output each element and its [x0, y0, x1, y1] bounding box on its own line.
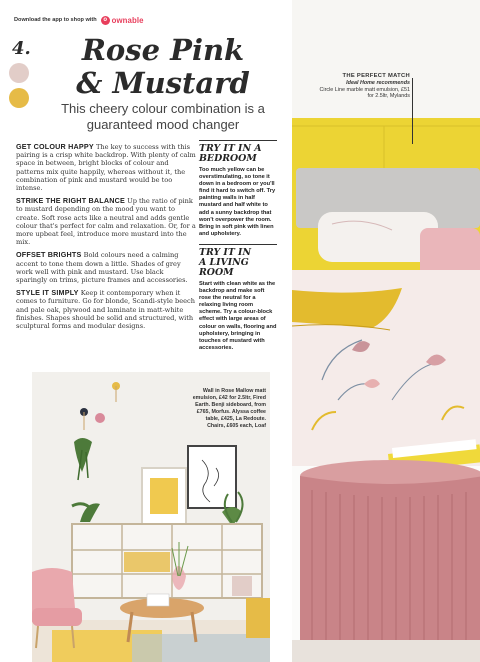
- divider: [199, 140, 277, 141]
- tip-heading-living-room: [199, 248, 277, 278]
- brand-name: ownable: [111, 15, 144, 25]
- paragraph: [16, 143, 196, 192]
- mustard-swatch: [9, 88, 29, 108]
- paragraph-text: Keep it contemporary when it comes to furniture. Go for blonde, Scandi-style beech and pale oak, plywood and laminate in matt-white finishes. Shapes should be solid and structured, with sculptural forms and modular designs.: [16, 289, 195, 331]
- living-room-caption: Wall in Rose Mallow matt emulsion, £42 for 2.5ltr, Fired Earth. Benji sideboard, from £765, Morfus. Alyssa coffee table, £425, La Redoute. Chairs, £605 each, Loaf: [192, 388, 266, 429]
- item-number: 4.: [12, 38, 31, 59]
- paragraph-heading: GET COLOUR HAPPY: [16, 142, 94, 151]
- tip-heading-line: TRY IT IN: [199, 246, 252, 258]
- callout-text: Circle Line marble matt emulsion, £51 for 2.5ltr, Mylands: [319, 86, 410, 100]
- title-line-1: Rose Pink: [81, 33, 245, 67]
- callout-source: [318, 80, 410, 87]
- paragraph-text: The key to success with this pairing is a crisp white backdrop. With plenty of calm space in between, bright blocks of colour and patterns mix quite happily, whereas without it, the combination of pink and mustard would be too intense.: [16, 143, 196, 193]
- paragraph-heading: OFFSET BRIGHTS: [16, 250, 82, 260]
- tip-heading-line: A LIVING: [199, 256, 249, 268]
- body-copy: [16, 143, 196, 335]
- tip-heading-line: BEDROOM: [199, 153, 257, 164]
- pink-swatch: [9, 63, 29, 83]
- ownable-logo-icon: o: [101, 16, 110, 25]
- paragraph: [16, 251, 196, 284]
- standfirst: This cheery colour combination is a guaranteed mood changer: [61, 101, 265, 132]
- tip-heading-bedroom: [199, 144, 277, 164]
- tips-sidebar: [199, 140, 277, 358]
- paragraph-heading: STYLE IT SIMPLY: [16, 288, 79, 298]
- recommends-label: recommends: [376, 79, 410, 86]
- perfect-match-callout: [318, 73, 410, 100]
- paragraph: [16, 197, 196, 246]
- paragraph-text: Bold colours need a calming accent to tone them down a little. Shades of grey work well with pink and mustard. Use black sparingly on trims, picture frames and accessories.: [16, 251, 188, 285]
- paragraph-text: Up the ratio of pink to mustard depending on the mood you want to create. Soft rose acts like a neutral and adds gentle colour that's perfect for calm and relaxation. Or, for a more upbeat feel, introduce more mustard into the mix.: [16, 197, 196, 247]
- tip-heading-line: TRY IT IN A: [199, 143, 262, 154]
- paragraph: [16, 289, 196, 330]
- divider: [199, 244, 277, 245]
- app-download-banner[interactable]: [14, 13, 144, 27]
- page-title: [38, 34, 288, 100]
- callout-heading: THE PERFECT MATCH: [342, 73, 410, 79]
- paragraph-heading: STRIKE THE RIGHT BALANCE: [16, 196, 126, 206]
- tip-heading-line: ROOM: [199, 266, 234, 278]
- callout-line: [412, 78, 413, 144]
- tip-text-bedroom: Too much yellow can be overstimulating, so tone it down in a bedroom or you'll find it hard to switch off. Try painting walls in half mustard and half white to add a sunny backdrop that won't overpower the room. Bring in soft pink with linen and upholstery.: [199, 167, 276, 237]
- magazine-name: Ideal Home: [346, 79, 375, 86]
- title-line-2: & Mustard: [76, 66, 250, 100]
- download-text: Download the app to shop with: [14, 17, 97, 23]
- tip-text-living-room: Start with clean white as the backdrop and make soft rose the neutral for a relaxing living room scheme. Try a colour-block effect with large areas of colour on walls, flooring and upholstery, bringing in touches of mustard with accessories.: [199, 280, 277, 351]
